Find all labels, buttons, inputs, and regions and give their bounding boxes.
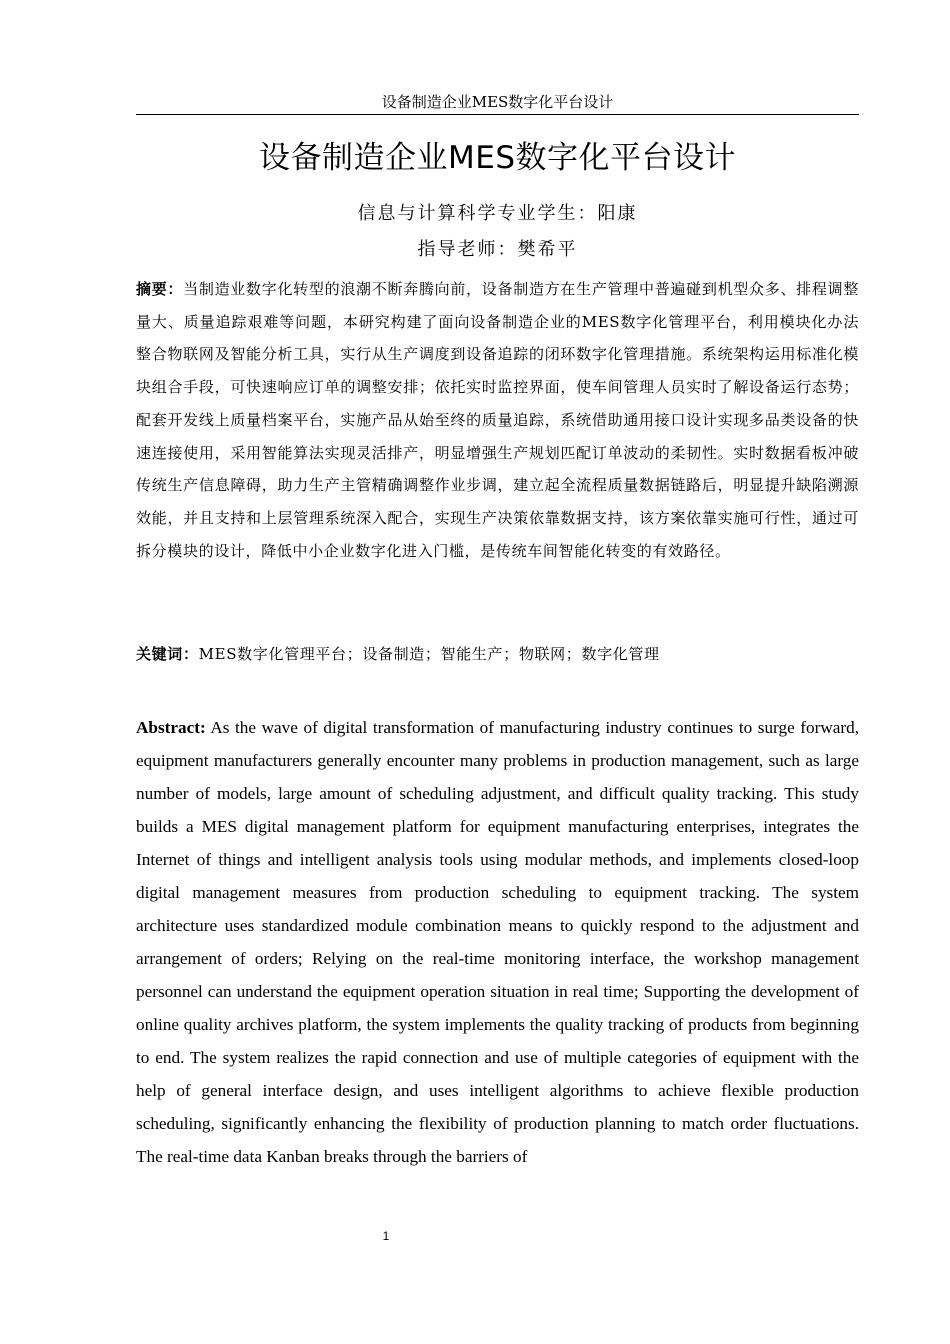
page-number: 1 [382,1229,390,1243]
chinese-keywords [136,638,859,670]
header-divider [136,114,859,115]
english-abstract-label: Abstract: [136,718,206,737]
chinese-keywords-text: MES数字化管理平台；设备制造；智能生产；物联网；数字化管理 [198,645,660,663]
chinese-abstract [136,273,859,567]
english-abstract [136,711,859,1173]
author-line: 信息与计算科学专业学生：阳康 [357,203,638,224]
chinese-abstract-text: 当制造业数字化转型的浪潮不断奔腾向前，设备制造方在生产管理中普遍碰到机型众多、排程调整量大、质量追踪艰难等问题，本研究构建了面向设备制造企业的MES数字化管理平台，利用模块化办法整合物联网及智能分析工具，实行从生产调度到设备追踪的闭环数字化管理措施。系统架构运用标准化模块组合手段，可快速响应订单的调整安排；依托实时监控界面，使车间管理人员实时了解设备运行态势；配套开发线上质量档案平台，实施产品从始至终的质量追踪，系统借助通用接口设计实现多品类设备的快速连接使用，采用智能算法实现灵活排产，明显增强生产规划匹配订单波动的柔韧性。实时数据看板冲破传统生产信息障碍，助力生产主管精确调整作业步调，建立起全流程质量数据链路后，明显提升缺陷溯源效能，并且支持和上层管理系统深入配合，实现生产决策依靠数据支持，该方案依靠实施可行性，通过可拆分模块的设计，降低中小企业数字化进入门槛，是传统车间智能化转变的有效路径。 [136,280,859,560]
english-abstract-text: As the wave of digital transformation of manufacturing industry continues to surge forward, equipment manufacturers generally encounter many problems in production management, such as large number of models, large amount of scheduling adjustment, and difficult quality tracking. This study builds a MES digital management platform for equipment manufacturing enterprises, integrates the Internet of things and intelligent analysis tools using modular methods, and implements closed-loop digital management measures from production scheduling to equipment tracking. The system architecture uses standardized module combination means to quickly respond to the adjustment and arrangement of orders; Relying on the real-time monitoring interface, the workshop management personnel can understand the equipment operation situation in real time; Supporting the development of online quality archives platform, the system implements the quality tracking of products from beginning to end. The system realizes the rapid connection and use of multiple categories of equipment with the help of general interface design, and uses intelligent algorithms to achieve flexible production scheduling, significantly enhancing the flexibility of production planning to match order fluctuations. The real-time data Kanban breaks through the barriers of [136,718,859,1166]
running-header: 设备制造企业MES数字化平台设计 [381,93,614,111]
chinese-abstract-label: 摘要： [136,280,184,298]
chinese-keywords-label: 关键词： [136,645,199,663]
advisor-line: 指导老师：樊希平 [417,239,578,260]
paper-title: 设备制造企业MES数字化平台设计 [258,140,736,176]
